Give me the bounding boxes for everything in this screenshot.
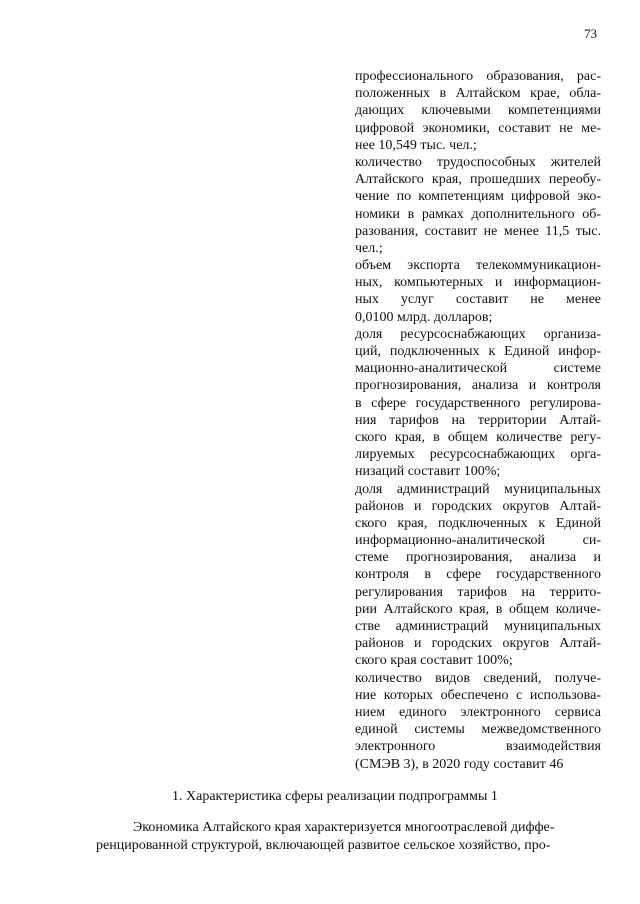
text-line: Алтайского края, прошедших переобу- — [355, 172, 601, 188]
text-line: (СМЭВ 3), в 2020 году составит 46 — [355, 756, 564, 772]
paragraph-line: ренцированной структурой, включающей развитое сельское хозяйство, про- — [96, 838, 551, 853]
text-line: электронного взаимодействия — [355, 739, 601, 755]
text-line: профессионального образования, рас- — [355, 69, 601, 84]
text-line: низаций составит 100%; — [355, 464, 501, 480]
text-line: рии Алтайского края, в общем количе- — [355, 601, 601, 617]
text-line: ского края составит 100%; — [355, 653, 513, 669]
text-line: разования, составит не менее 11,5 тыс. — [355, 223, 601, 239]
text-line: доля ресурсоснабжающих организа- — [355, 326, 601, 342]
text-line: районов и городских округов Алтай- — [355, 498, 601, 514]
text-line: единой системы межведомственного — [355, 722, 601, 738]
text-line: доля администраций муниципальных — [355, 481, 601, 497]
text-line: ния тарифов на территории Алтай- — [355, 412, 601, 428]
text-line: ций, подключенных к Единой инфор- — [355, 344, 601, 359]
text-line: ных, компьютерных и информацион- — [355, 275, 601, 291]
text-line: информационно-аналитической си- — [355, 533, 601, 549]
text-line: регулирования тарифов на террито- — [355, 584, 601, 600]
section-heading: 1. Характеристика сферы реализации подпрограммы 1 — [172, 789, 498, 804]
text-line: дающих ключевыми компетенциями — [355, 103, 601, 119]
text-line: количество видов сведений, получе- — [355, 670, 601, 686]
text-line: стеме прогнозирования, анализа и — [355, 550, 601, 566]
indicators-column — [355, 68, 601, 773]
text-line: чение по компетенциям цифровой эко- — [355, 189, 601, 205]
text-line: контроля в сфере государственного — [355, 567, 601, 583]
text-line: мационно-аналитической системе — [355, 361, 601, 377]
text-line: количество трудоспособных жителей — [355, 154, 601, 170]
text-line: ского края, в общем количестве регу- — [355, 429, 601, 445]
text-line: номики в рамках дополнительного об- — [355, 206, 601, 222]
text-line: нее 10,549 тыс. чел.; — [355, 137, 477, 153]
text-line: цифровой экономики, составит не ме- — [355, 120, 601, 136]
paragraph-line: Экономика Алтайского края характеризуется многоотраслевой диффе- — [133, 820, 555, 835]
text-line: чел.; — [355, 240, 383, 256]
text-line: стве администраций муниципальных — [355, 619, 601, 634]
text-line: положенных в Алтайском крае, обла- — [355, 86, 601, 102]
page-number: 73 — [584, 26, 597, 41]
text-line: ных услуг составит не менее — [355, 292, 601, 308]
text-line: районов и городских округов Алтай- — [355, 636, 601, 652]
text-line: в сфере государственного регулирова- — [355, 395, 601, 411]
text-line: лируемых ресурсоснабжающих орга- — [355, 447, 601, 463]
text-line: 0,0100 млрд. долларов; — [355, 309, 493, 325]
text-line: нием единого электронного сервиса — [355, 704, 601, 720]
text-line: ние которых обеспечено с использова- — [355, 687, 601, 703]
text-line: прогнозирования, анализа и контроля — [355, 378, 601, 394]
text-line: ского края, подключенных к Единой — [355, 515, 601, 531]
text-line: объем экспорта телекоммуникацион- — [355, 258, 601, 274]
